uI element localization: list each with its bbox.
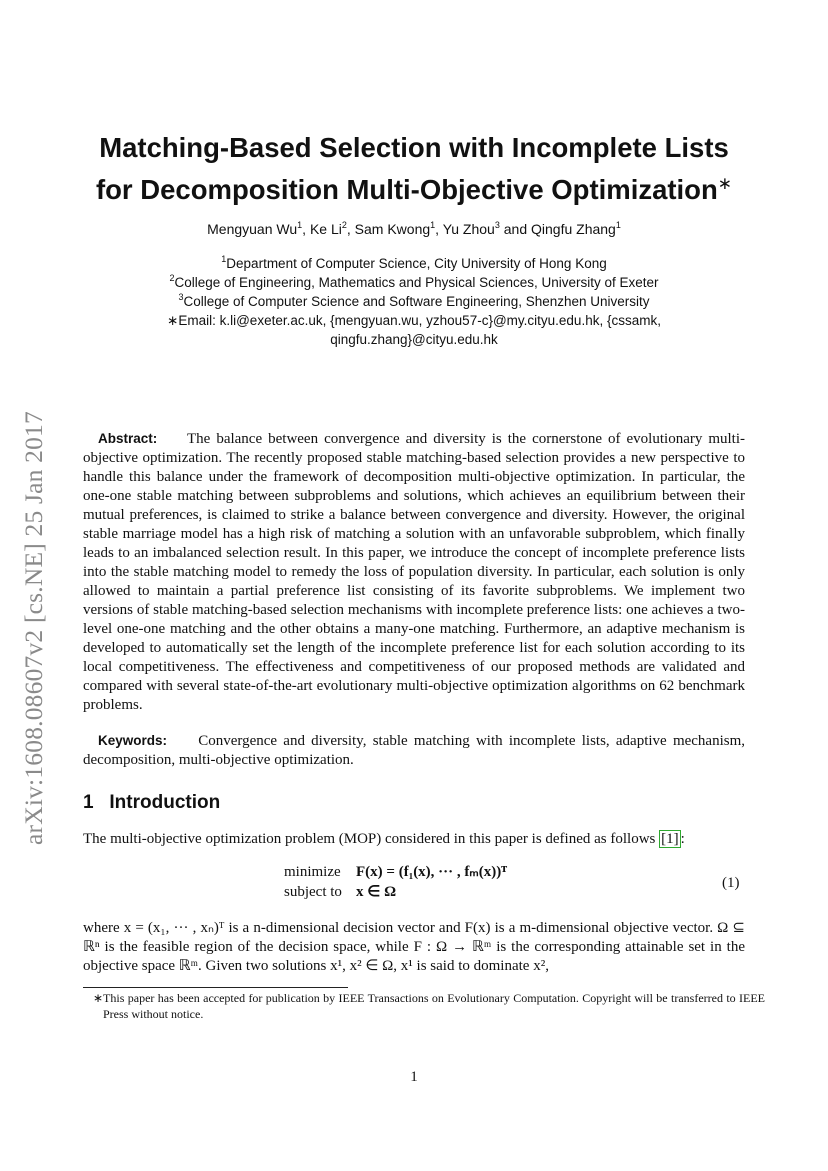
mop-intro-paragraph — [83, 830, 745, 849]
affiliation — [0, 294, 828, 309]
affiliation-text: College of Computer Science and Software Engineering, Shenzhen University — [183, 294, 650, 309]
equation-constraint: x ∈ Ω — [356, 884, 397, 900]
title-line-2: for Decomposition Multi-Objective Optimization — [95, 174, 718, 205]
keywords — [83, 731, 745, 770]
abstract — [83, 429, 745, 715]
author-list — [0, 221, 828, 237]
keywords-label: Keywords: — [98, 733, 168, 748]
section-heading-introduction: 1 Introduction — [83, 792, 221, 813]
equation-label-minimize: minimize — [284, 864, 341, 880]
author-name: Mengyuan Wu — [207, 221, 298, 237]
author-separator: , — [302, 221, 310, 237]
author-affiliation-mark: 1 — [615, 220, 621, 230]
body-paragraph: where x = (x₁, ··· , xₙ)ᵀ is a n-dimensional decision vector and F(x) is a m-dimensional objective vector. Ω ⊆ ℝⁿ is the feasible region of the decision space, while F : Ω → ℝᵐ is the corresponding attainable set in the objective space ℝᵐ. Given two solutions x¹, x² ∈ Ω, x¹ is said to dominate x², — [83, 920, 745, 974]
title-line-1: Matching-Based Selection with Incomplete Lists — [99, 132, 729, 163]
footnote: ∗This paper has been accepted for publication by IEEE Transactions on Evolutionary Computation. Copyright will be transferred to IEEE Press without notice. — [93, 991, 765, 1021]
page-number: 1 — [410, 1069, 418, 1085]
keywords-text: Convergence and diversity, stable matching with incomplete lists, adaptive mechanism, decomposition, multi-objective optimization. — [83, 733, 746, 768]
email-line-1: ∗Email: k.li@exeter.ac.uk, {mengyuan.wu, yzhou57-c}@my.cityu.edu.hk, {cssamk, — [167, 313, 661, 328]
paper-title — [0, 130, 828, 208]
equation-number: (1) — [722, 875, 740, 891]
abstract-text: The balance between convergence and diversity is the cornerstone of evolutionary multi-objective optimization. The recently proposed stable matching-based selection provides a new perspective to handle this balance under the framework of decomposition multi-objective optimization. In particular, the one-one stable matching between subproblems and solutions, which achieves an equilibrium between their mutual preferences, is claimed to strike a balance between convergence and diversity. However, the original stable marriage model has a high risk of matching a solution with an unfavorable subproblem, which finally leads to an imbalanced selection result. In this paper, we introduce the concept of incomplete preference lists into the stable matching model to remedy the loss of population diversity. In particular, each solution is only allowed to maintain a partial preference list consisting of its favorite subproblems. We implement two versions of stable matching-based selection mechanisms with incomplete preference lists: one achieves a two-level one-one matching and the other obtains a many-one matching. Furthermore, an adaptive mechanism is developed to automatically set the length of the incomplete preference list for each solution according to its local competitiveness. The effectiveness and competitiveness of our proposed methods are validated and compared with several state-of-the-art evolutionary multi-objective optimization algorithms on 62 benchmark problems. — [83, 431, 746, 713]
author-name: Qingfu Zhang — [531, 221, 616, 237]
title-footnote-mark: ∗ — [717, 174, 733, 193]
mop-intro-end: : — [680, 831, 685, 847]
affiliation-mark: 1 — [221, 254, 227, 264]
author-affiliation-mark: 1 — [297, 220, 303, 230]
arxiv-identifier-stamp: arXiv:1608.08607v2 [cs.NE] 25 Jan 2017 — [19, 411, 48, 845]
email-line-2: qingfu.zhang}@cityu.edu.hk — [330, 332, 498, 347]
affiliation — [0, 256, 828, 271]
abstract-label: Abstract: — [98, 431, 158, 446]
equation-label-subject-to: subject to — [284, 884, 342, 900]
affiliation-mark: 2 — [169, 273, 175, 283]
author-separator: , — [346, 221, 355, 237]
author-conjunction: and — [499, 221, 531, 237]
author-name: Yu Zhou — [442, 221, 495, 237]
footnote-divider — [83, 987, 348, 988]
author-affiliation-mark: 2 — [341, 220, 347, 230]
affiliation-text: College of Engineering, Mathematics and Physical Sciences, University of Exeter — [174, 275, 659, 290]
mop-intro-text: The multi-objective optimization problem (MOP) considered in this paper is defined as follows — [83, 831, 660, 847]
author-separator: , — [435, 221, 443, 237]
affiliation — [0, 275, 828, 290]
equation-1 — [284, 862, 507, 902]
affiliation-mark: 3 — [178, 292, 184, 302]
author-affiliation-mark: 3 — [494, 220, 500, 230]
citation-link[interactable]: [1] — [661, 831, 679, 847]
equation-objective: F(x) = (f₁(x), ··· , fₘ(x))ᵀ — [356, 864, 508, 880]
author-affiliation-mark: 1 — [430, 220, 436, 230]
author-name: Ke Li — [309, 221, 342, 237]
affiliation-text: Department of Computer Science, City University of Hong Kong — [226, 256, 607, 271]
author-name: Sam Kwong — [354, 221, 431, 237]
